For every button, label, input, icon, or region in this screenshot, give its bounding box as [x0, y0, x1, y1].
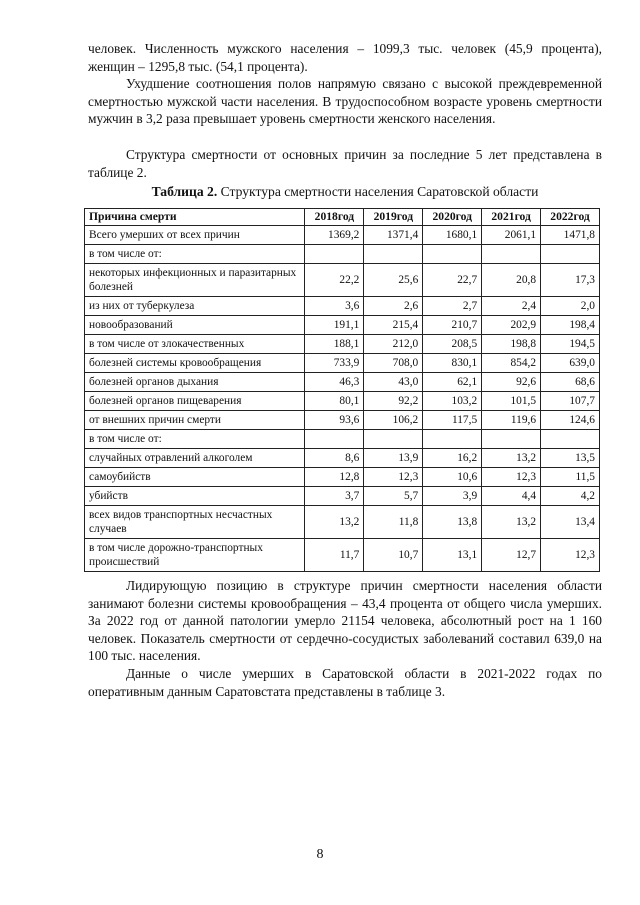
table-row: [85, 264, 600, 297]
value-cell: 12,3: [541, 539, 600, 572]
table-row: [85, 297, 600, 316]
value-cell: 708,0: [364, 354, 423, 373]
paragraph-population: человек. Численность мужского населения – 1099,3 тыс. человек (45,9 процента), женщин – 1295,8 тыс. (54,1 процента).: [88, 41, 602, 74]
value-cell: [541, 430, 600, 449]
table-caption: [88, 184, 602, 200]
value-cell: 2,4: [482, 297, 541, 316]
paragraph-table3-intro: Данные о числе умерших в Саратовской области в 2021-2022 годах по оперативным данным Саратовстата представлены в таблице 3.: [88, 666, 602, 699]
table-row: [85, 539, 600, 572]
value-cell: 8,6: [305, 449, 364, 468]
cause-cell: случайных отравлений алкоголем: [85, 449, 305, 468]
value-cell: 106,2: [364, 411, 423, 430]
table-body: [85, 226, 600, 572]
value-cell: 12,8: [305, 468, 364, 487]
value-cell: 830,1: [423, 354, 482, 373]
table-row: [85, 316, 600, 335]
cause-cell: от внешних причин смерти: [85, 411, 305, 430]
value-cell: [423, 430, 482, 449]
value-cell: 25,6: [364, 264, 423, 297]
value-cell: 215,4: [364, 316, 423, 335]
value-cell: 10,6: [423, 468, 482, 487]
page-number: 8: [316, 847, 324, 862]
cause-cell: всех видов транспортных несчастных случаев: [85, 506, 305, 539]
value-cell: 20,8: [482, 264, 541, 297]
value-cell: 92,2: [364, 392, 423, 411]
value-cell: [305, 245, 364, 264]
table-row: [85, 506, 600, 539]
value-cell: 3,6: [305, 297, 364, 316]
table-row: [85, 373, 600, 392]
value-cell: 22,7: [423, 264, 482, 297]
value-cell: 188,1: [305, 335, 364, 354]
value-cell: 208,5: [423, 335, 482, 354]
value-cell: 107,7: [541, 392, 600, 411]
value-cell: 11,5: [541, 468, 600, 487]
value-cell: 198,8: [482, 335, 541, 354]
value-cell: 194,5: [541, 335, 600, 354]
value-cell: 80,1: [305, 392, 364, 411]
value-cell: 2,0: [541, 297, 600, 316]
paragraph-leading-cause: Лидирующую позицию в структуре причин смертности населения области занимают болезни системы кровообращения – 43,4 процента от общего числа умерших. За 2022 год от данной патологии умерло 21154 человека, абсолютный рост на 1 160 человек. Показатель смертности от сердечно-сосудистых заболеваний составил 639,0 на 100 тыс. населения.: [88, 578, 602, 664]
value-cell: 3,7: [305, 487, 364, 506]
paragraph-table-intro: Структура смертности от основных причин за последние 5 лет представлена в таблице 2.: [88, 147, 602, 180]
value-cell: 22,2: [305, 264, 364, 297]
value-cell: 13,2: [482, 449, 541, 468]
value-cell: [482, 245, 541, 264]
cause-cell: болезней органов дыхания: [85, 373, 305, 392]
table-row: [85, 245, 600, 264]
value-cell: 2,7: [423, 297, 482, 316]
value-cell: [364, 245, 423, 264]
cause-cell: из них от туберкулеза: [85, 297, 305, 316]
value-cell: 101,5: [482, 392, 541, 411]
cause-cell: убийств: [85, 487, 305, 506]
value-cell: 117,5: [423, 411, 482, 430]
value-cell: 13,2: [482, 506, 541, 539]
header-2019: 2019год: [364, 209, 423, 226]
value-cell: 12,3: [364, 468, 423, 487]
header-cause: Причина смерти: [85, 209, 305, 226]
table-row: [85, 468, 600, 487]
value-cell: 639,0: [541, 354, 600, 373]
value-cell: [482, 430, 541, 449]
value-cell: 5,7: [364, 487, 423, 506]
cause-cell: в том числе от:: [85, 245, 305, 264]
value-cell: 13,1: [423, 539, 482, 572]
table-row: [85, 449, 600, 468]
cause-cell: болезней органов пищеварения: [85, 392, 305, 411]
cause-cell: самоубийств: [85, 468, 305, 487]
value-cell: 92,6: [482, 373, 541, 392]
value-cell: 62,1: [423, 373, 482, 392]
value-cell: 210,7: [423, 316, 482, 335]
value-cell: 1369,2: [305, 226, 364, 245]
cause-cell: в том числе от злокачественных: [85, 335, 305, 354]
table-row: [85, 430, 600, 449]
value-cell: 13,4: [541, 506, 600, 539]
value-cell: 1471,8: [541, 226, 600, 245]
table-row: [85, 392, 600, 411]
value-cell: 119,6: [482, 411, 541, 430]
value-cell: 11,7: [305, 539, 364, 572]
cause-cell: новообразований: [85, 316, 305, 335]
value-cell: 124,6: [541, 411, 600, 430]
value-cell: 2,6: [364, 297, 423, 316]
value-cell: [364, 430, 423, 449]
value-cell: 16,2: [423, 449, 482, 468]
value-cell: [541, 245, 600, 264]
table-row: [85, 226, 600, 245]
value-cell: [423, 245, 482, 264]
table-caption-label: Таблица 2.: [151, 184, 218, 199]
value-cell: 46,3: [305, 373, 364, 392]
value-cell: 103,2: [423, 392, 482, 411]
value-cell: 4,4: [482, 487, 541, 506]
value-cell: 68,6: [541, 373, 600, 392]
mortality-table: [84, 208, 600, 572]
cause-cell: в том числе дорожно-транспортных происшествий: [85, 539, 305, 572]
table-caption-text: Структура смертности населения Саратовской области: [217, 184, 539, 199]
value-cell: 43,0: [364, 373, 423, 392]
value-cell: 12,7: [482, 539, 541, 572]
value-cell: 3,9: [423, 487, 482, 506]
table-header-row: [85, 209, 600, 226]
cause-cell: в том числе от:: [85, 430, 305, 449]
value-cell: 17,3: [541, 264, 600, 297]
table-row: [85, 487, 600, 506]
value-cell: 854,2: [482, 354, 541, 373]
cause-cell: болезней системы кровообращения: [85, 354, 305, 373]
header-2021: 2021год: [482, 209, 541, 226]
value-cell: 13,9: [364, 449, 423, 468]
value-cell: [305, 430, 364, 449]
value-cell: 198,4: [541, 316, 600, 335]
value-cell: 11,8: [364, 506, 423, 539]
value-cell: 1680,1: [423, 226, 482, 245]
table-row: [85, 354, 600, 373]
header-2020: 2020год: [423, 209, 482, 226]
value-cell: 212,0: [364, 335, 423, 354]
cause-cell: Всего умерших от всех причин: [85, 226, 305, 245]
value-cell: 12,3: [482, 468, 541, 487]
value-cell: 93,6: [305, 411, 364, 430]
table-row: [85, 335, 600, 354]
table-row: [85, 411, 600, 430]
value-cell: 191,1: [305, 316, 364, 335]
value-cell: 733,9: [305, 354, 364, 373]
header-2022: 2022год: [541, 209, 600, 226]
paragraph-sex-ratio: Ухудшение соотношения полов напрямую связано с высокой преждевременной смертностью мужской части населения. В трудоспособном возрасте уровень смертности мужчин в 3,2 раза превышает уровень смертности женского населения.: [88, 76, 602, 127]
value-cell: 202,9: [482, 316, 541, 335]
value-cell: 13,2: [305, 506, 364, 539]
value-cell: 13,8: [423, 506, 482, 539]
cause-cell: некоторых инфекционных и паразитарных болезней: [85, 264, 305, 297]
value-cell: 2061,1: [482, 226, 541, 245]
value-cell: 4,2: [541, 487, 600, 506]
value-cell: 1371,4: [364, 226, 423, 245]
value-cell: 10,7: [364, 539, 423, 572]
header-2018: 2018год: [305, 209, 364, 226]
value-cell: 13,5: [541, 449, 600, 468]
